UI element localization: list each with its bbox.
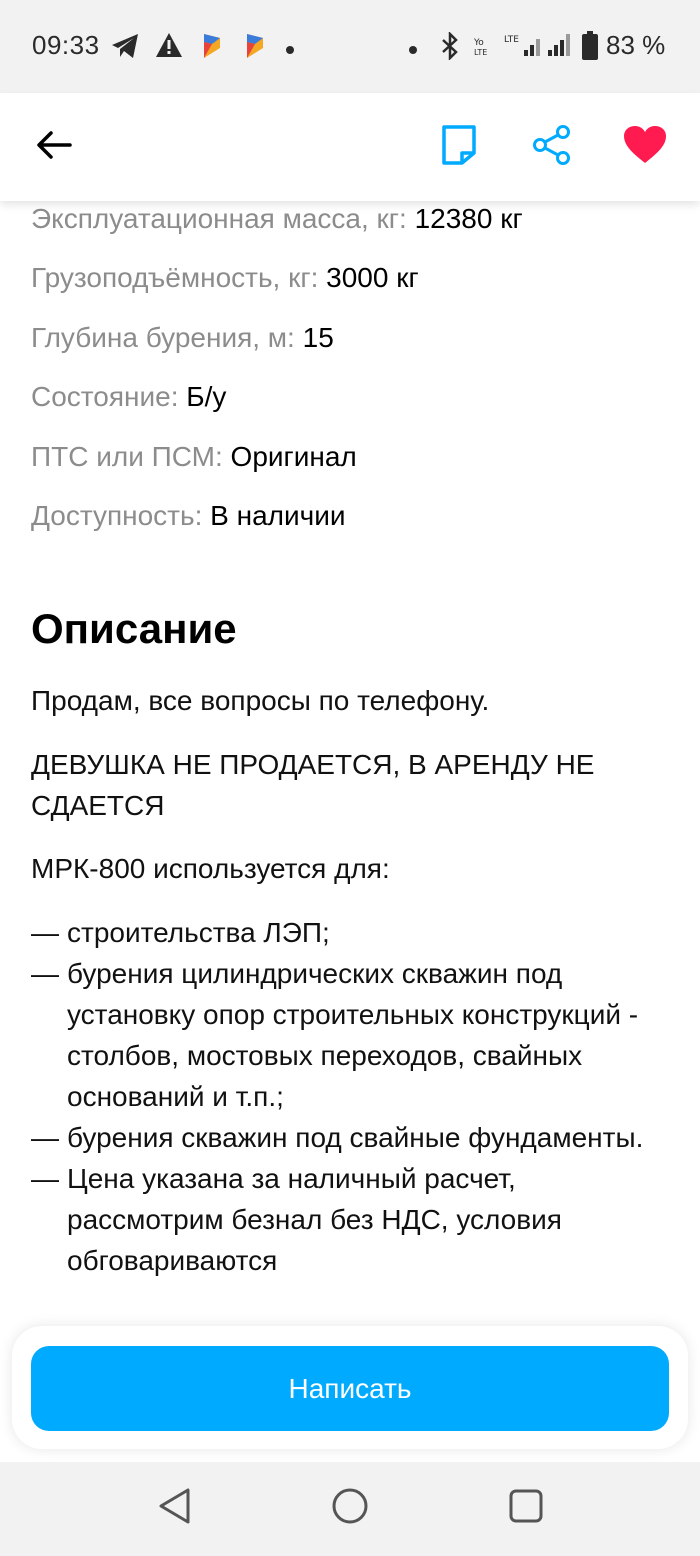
description-paragraph: Продам, все вопросы по телефону.	[31, 685, 490, 716]
share-button[interactable]	[528, 123, 576, 171]
action-card	[12, 1326, 688, 1449]
property-capacity	[31, 262, 419, 294]
nav-back-button[interactable]	[155, 1488, 195, 1528]
property-availability	[31, 500, 346, 532]
svg-text:LTE: LTE	[504, 35, 519, 45]
battery-icon	[581, 31, 599, 66]
status-bar	[0, 0, 700, 93]
write-button[interactable]: Написать	[31, 1346, 669, 1431]
list-item	[31, 1158, 671, 1281]
bullet-marker: —	[31, 917, 59, 948]
dot-icon	[285, 42, 295, 60]
note-icon	[441, 124, 477, 171]
property-label: Состояние:	[31, 381, 179, 412]
bullet-text: строительства ЛЭП;	[67, 917, 330, 948]
nav-home-button[interactable]	[330, 1488, 370, 1528]
description-title: Описание	[31, 605, 237, 652]
property-pts	[31, 441, 357, 473]
nav-recents-button[interactable]	[506, 1488, 546, 1528]
app-icon	[200, 32, 224, 65]
bullet-marker: —	[31, 1163, 59, 1194]
property-value: 15	[302, 322, 334, 353]
navigation-bar	[0, 1462, 700, 1556]
bluetooth-icon	[440, 32, 460, 65]
property-label: ПТС или ПСМ:	[31, 441, 223, 472]
property-value: 3000 кг	[326, 262, 419, 293]
top-toolbar	[0, 93, 700, 201]
recents-square-icon	[508, 1488, 544, 1529]
back-arrow-icon	[36, 130, 72, 165]
dot-icon	[408, 42, 418, 60]
back-triangle-icon	[157, 1487, 193, 1530]
volte-icon	[474, 36, 496, 61]
property-label: Грузоподъёмность, кг:	[31, 262, 319, 293]
description-bullets	[31, 912, 671, 1281]
list-item	[31, 953, 671, 1117]
favorite-button[interactable]	[621, 123, 669, 171]
property-value: Б/у	[186, 381, 227, 412]
description-paragraph: ДЕВУШКА НЕ ПРОДАЕТСЯ, В АРЕНДУ НЕ СДАЕТСЯ	[31, 749, 595, 821]
share-icon	[532, 124, 572, 171]
property-depth	[31, 322, 334, 354]
bullet-marker: —	[31, 1122, 59, 1153]
property-label: Эксплуатационная масса, кг:	[31, 203, 407, 234]
bullet-text: бурения скважин под свайные фундаменты.	[67, 1122, 644, 1153]
warning-icon	[155, 32, 183, 63]
property-condition	[31, 381, 226, 413]
battery-percent: 83 %	[606, 30, 666, 60]
bullet-text: бурения цилиндрических скважин под установку опор строительных конструкций - столбов, мостовых переходов, свайных оснований и т.п.;	[67, 958, 639, 1112]
bullet-marker: —	[31, 958, 59, 989]
svg-text:Yo: Yo	[474, 38, 484, 48]
telegram-icon	[110, 32, 140, 65]
signal-icon	[546, 32, 574, 63]
bullet-text: Цена указана за наличный расчет, рассмотрим безнал без НДС, условия обговариваются	[67, 1163, 562, 1276]
list-item	[31, 1117, 671, 1158]
property-label: Глубина бурения, м:	[31, 322, 295, 353]
lte-signal-icon	[504, 32, 544, 63]
back-button[interactable]	[30, 123, 78, 171]
property-value: Оригинал	[230, 441, 357, 472]
status-time: 09:33	[32, 30, 100, 60]
property-mass	[31, 203, 523, 235]
property-value: В наличии	[210, 500, 346, 531]
property-label: Доступность:	[31, 500, 203, 531]
heart-icon	[623, 125, 667, 170]
property-value: 12380 кг	[414, 203, 523, 234]
list-item	[31, 912, 671, 953]
description-paragraph: МРК-800 используется для:	[31, 853, 390, 884]
svg-text:LTE: LTE	[474, 48, 488, 56]
app-icon	[243, 32, 267, 65]
note-button[interactable]	[435, 123, 483, 171]
home-circle-icon	[331, 1487, 369, 1530]
